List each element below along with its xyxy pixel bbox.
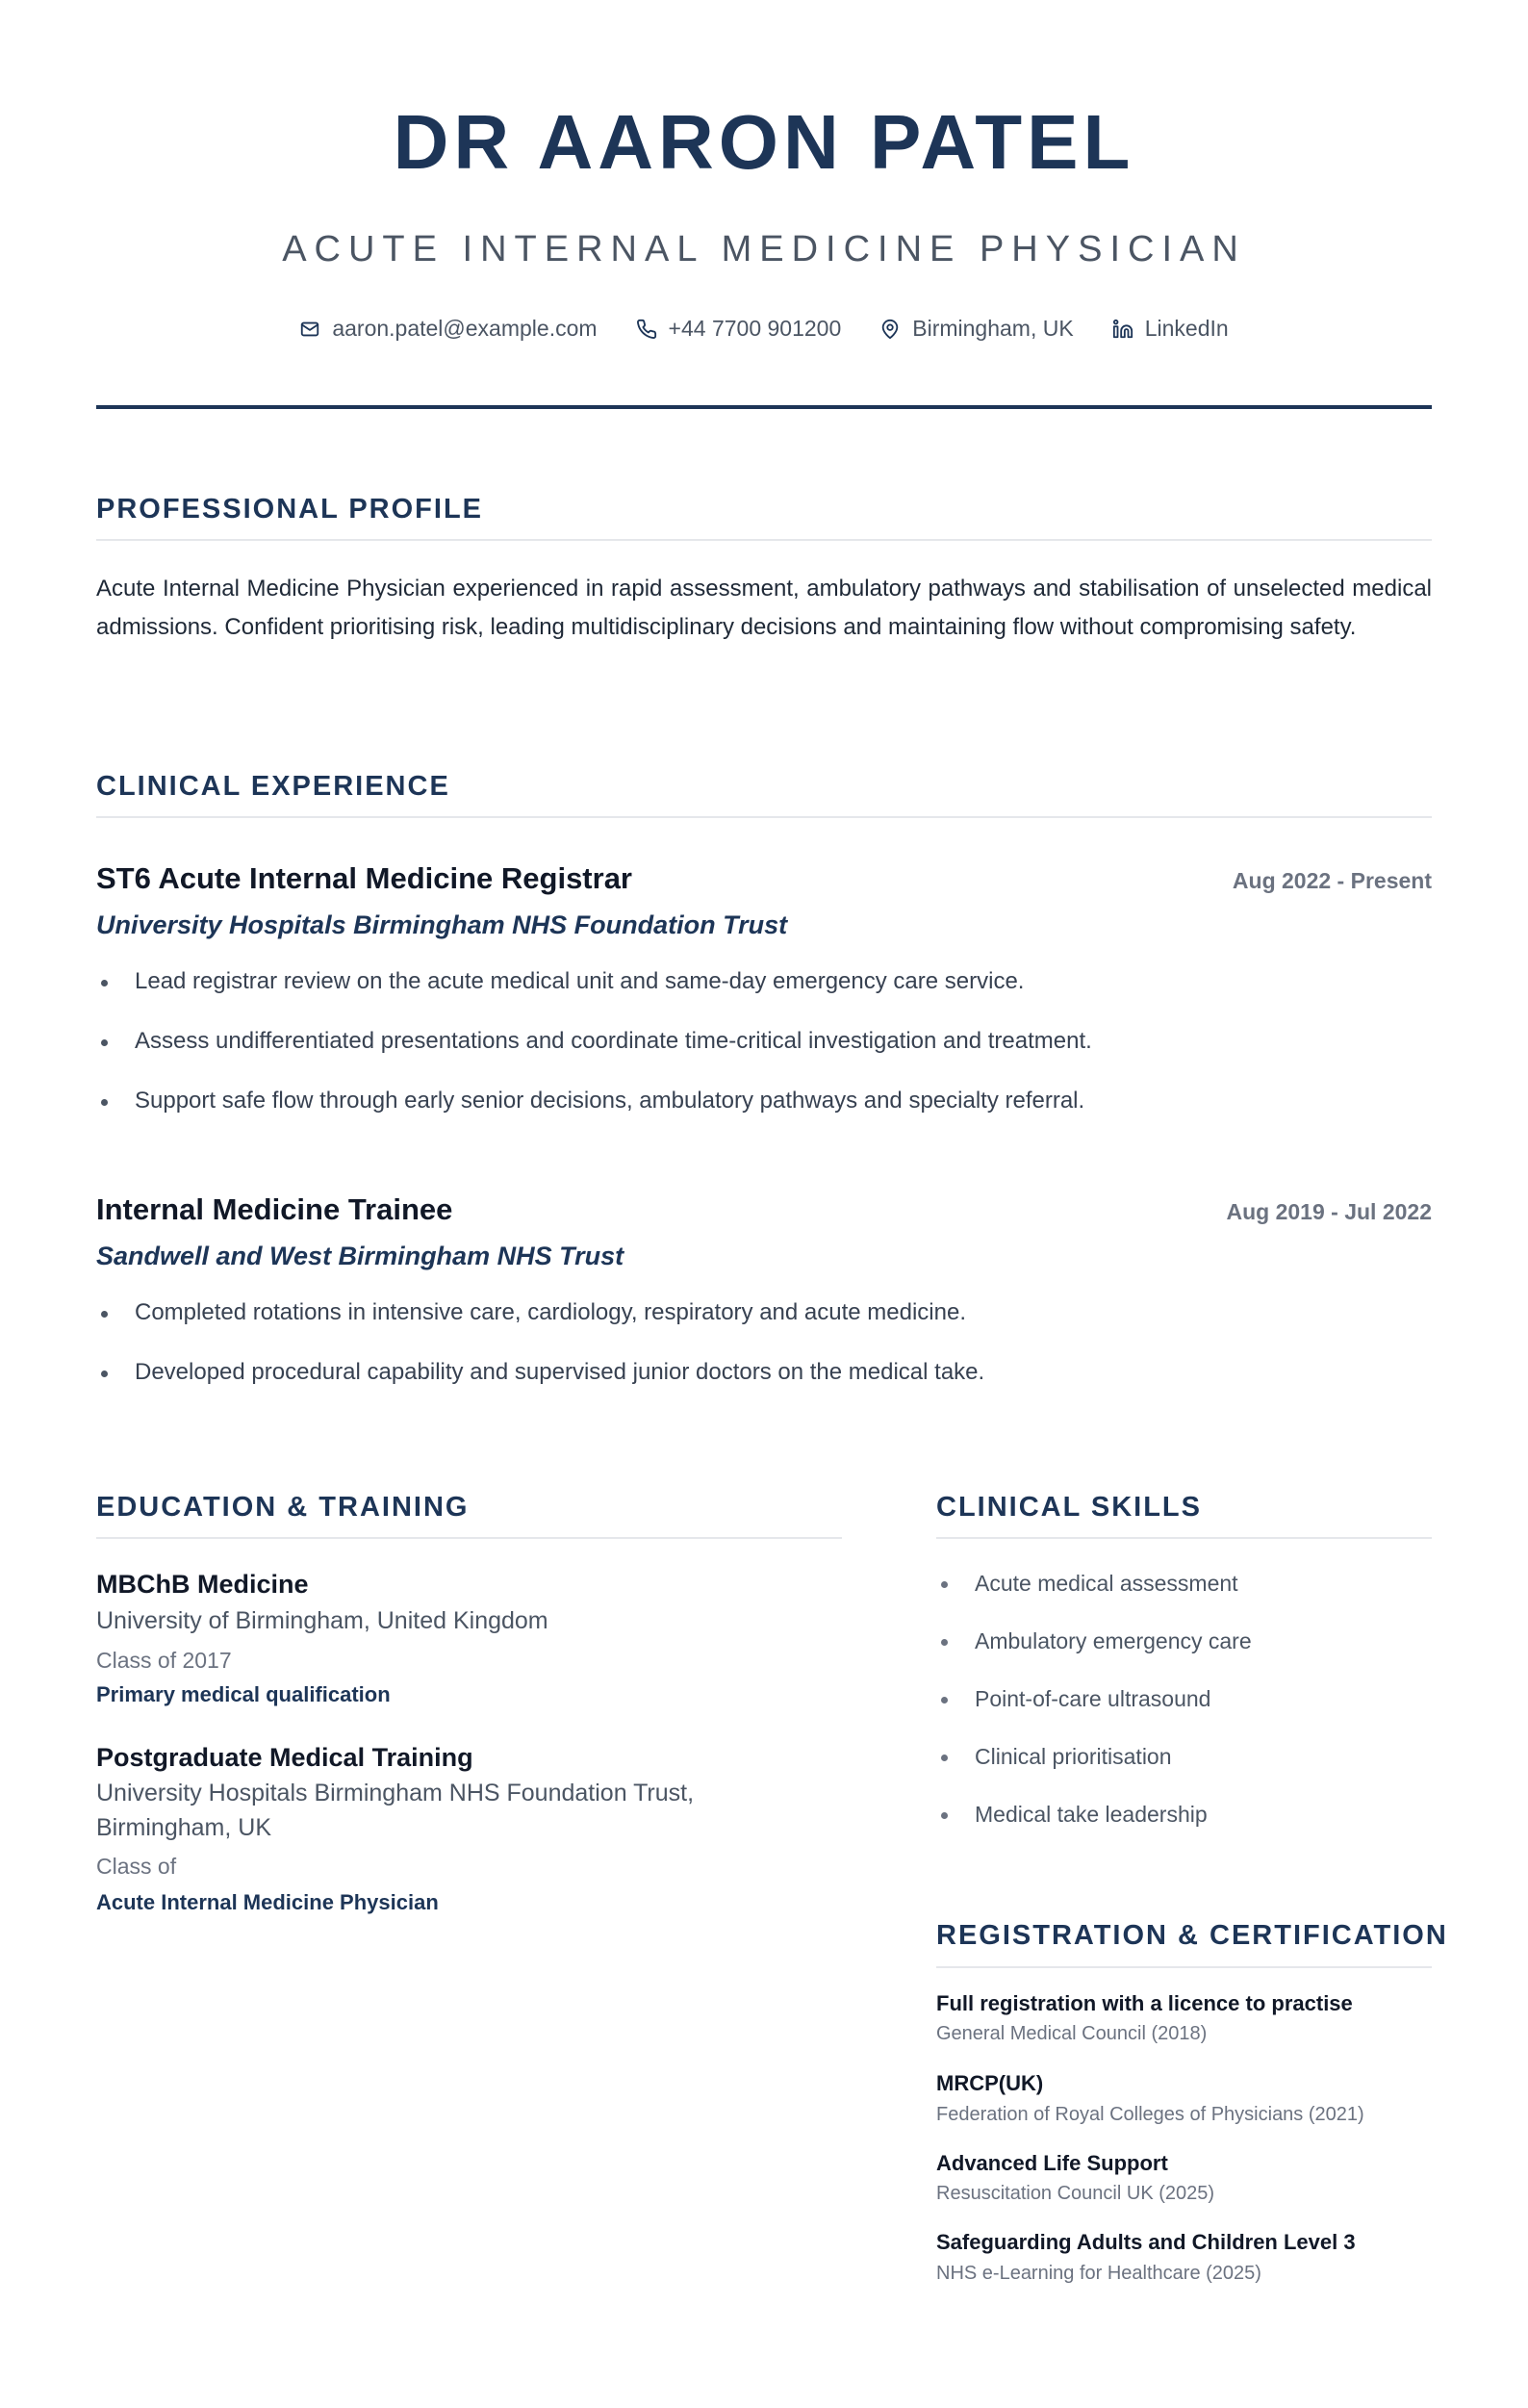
job-organisation: Sandwell and West Birmingham NHS Trust	[96, 1242, 624, 1270]
job-role: ST6 Acute Internal Medicine Registrar	[96, 861, 633, 895]
certification-issuer: Resuscitation Council UK (2025)	[936, 2183, 1215, 2204]
list-item: Completed rotations in intensive care, cardiology, respiratory and acute medicine.	[96, 1298, 1432, 1358]
list-item: Assess undifferentiated presentations and coordinate time-critical investigation and treatment.	[96, 1027, 1432, 1087]
certifications-heading: REGISTRATION & CERTIFICATION	[936, 1920, 1448, 1951]
list-item: Support safe flow through early senior decisions, ambulatory pathways and specialty referral.	[96, 1087, 1432, 1146]
list-item: Medical take leadership	[936, 1800, 1432, 1857]
education-note: Primary medical qualification	[96, 1682, 391, 1706]
contact-location	[879, 316, 1073, 342]
education-note: Acute Internal Medicine Physician	[96, 1890, 439, 1914]
certification-name: Safeguarding Adults and Children Level 3	[936, 2230, 1356, 2254]
phone-icon	[636, 319, 657, 340]
certification-issuer: General Medical Council (2018)	[936, 2023, 1208, 2044]
skills-divider	[936, 1537, 1432, 1539]
phone-text: +44 7700 901200	[668, 316, 842, 341]
candidate-headline: ACUTE INTERNAL MEDICINE PHYSICIAN	[282, 229, 1246, 269]
education-class: Class of	[96, 1854, 177, 1879]
profile-divider	[96, 539, 1432, 541]
certification-issuer: NHS e-Learning for Healthcare (2025)	[936, 2263, 1261, 2284]
education-heading: EDUCATION & TRAINING	[96, 1492, 470, 1523]
job-organisation: University Hospitals Birmingham NHS Foundation Trust	[96, 910, 788, 939]
contact-email[interactable]	[299, 316, 597, 342]
linkedin-text: LinkedIn	[1144, 316, 1229, 341]
list-item: Lead registrar review on the acute medical unit and same-day emergency care service.	[96, 967, 1432, 1027]
experience-divider	[96, 816, 1432, 818]
candidate-name: DR AARON PATEL	[393, 99, 1135, 185]
education-class: Class of 2017	[96, 1648, 232, 1673]
contact-linkedin[interactable]	[1112, 316, 1229, 342]
email-text: aaron.patel@example.com	[332, 316, 598, 341]
location-text: Birmingham, UK	[912, 316, 1074, 341]
header-divider	[96, 405, 1432, 409]
skills-list	[936, 1569, 1432, 1857]
list-item: Clinical prioritisation	[936, 1742, 1432, 1800]
list-item: Point-of-care ultrasound	[936, 1684, 1432, 1742]
map-pin-icon	[879, 319, 901, 340]
education-divider	[96, 1537, 842, 1539]
skills-heading: CLINICAL SKILLS	[936, 1492, 1202, 1523]
job-dates: Aug 2022 - Present	[1232, 868, 1432, 893]
job-bullets	[96, 1298, 1432, 1418]
certification-name: Advanced Life Support	[936, 2151, 1168, 2175]
list-item: Developed procedural capability and supervised junior doctors on the medical take.	[96, 1358, 1432, 1418]
certification-name: MRCP(UK)	[936, 2071, 1044, 2095]
certification-issuer: Federation of Royal Colleges of Physicians (2021)	[936, 2104, 1364, 2125]
certifications-divider	[936, 1966, 1432, 1968]
list-item: Acute medical assessment	[936, 1569, 1432, 1627]
education-degree: Postgraduate Medical Training	[96, 1743, 473, 1772]
envelope-icon	[299, 319, 320, 340]
certification-name: Full registration with a licence to practise	[936, 1991, 1353, 2015]
profile-heading: PROFESSIONAL PROFILE	[96, 494, 484, 525]
linkedin-icon	[1112, 319, 1133, 340]
education-degree: MBChB Medicine	[96, 1570, 309, 1599]
job-dates: Aug 2019 - Jul 2022	[1226, 1199, 1432, 1224]
job-bullets	[96, 967, 1432, 1146]
education-institution: University of Birmingham, United Kingdom	[96, 1607, 548, 1634]
job-role: Internal Medicine Trainee	[96, 1192, 453, 1226]
profile-summary: Acute Internal Medicine Physician experienced in rapid assessment, ambulatory pathways and stabilisation of unselected medical admissions. Confident prioritising risk, leading multidisciplinary decisions and maintaining flow without compromising safety.	[96, 576, 1432, 640]
contact-phone[interactable]	[636, 316, 842, 342]
contact-bar	[0, 316, 1528, 342]
experience-heading: CLINICAL EXPERIENCE	[96, 771, 450, 802]
education-institution: University Hospitals Birmingham NHS Foundation Trust, Birmingham, UK	[96, 1780, 695, 1841]
list-item: Ambulatory emergency care	[936, 1627, 1432, 1684]
